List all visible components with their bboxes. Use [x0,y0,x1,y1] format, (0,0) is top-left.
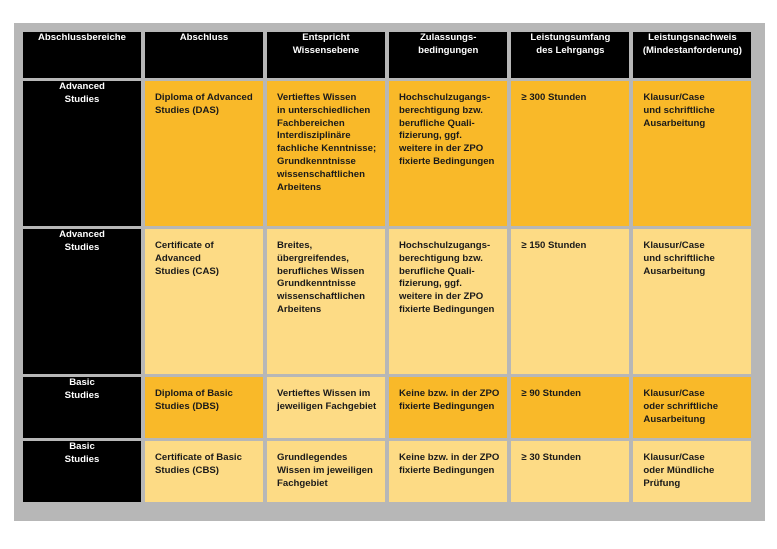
cell-text-line: fizierung, ggf. [399,130,462,142]
header-abschlussbereiche [23,32,141,78]
abschluss-cell [145,441,263,502]
cell-text-line: Klausur/Case [643,388,705,399]
cell-text-line: Keine bzw. in der ZPO [399,388,500,399]
cell-text-line: Basic [69,377,95,388]
cell-text-line: fixierte Bedingungen [399,303,495,315]
cell-text-line: Prüfung [643,477,681,489]
cell-text-line: Arbeitens [277,303,322,315]
cell-text-line: wissenschaftlichen [277,291,365,303]
cell-text-line: Ausarbeitung [643,413,706,425]
cell-text-line: Abschluss [179,32,229,43]
cell-text-line: Studies (DBS) [155,400,219,412]
cell-text-line: fixierte Bedingungen [399,464,495,476]
cell-text-line: Studies (CAS) [155,265,219,277]
table-row [23,377,751,438]
zulassung-cell [389,229,507,374]
wissensebene-cell [267,441,385,502]
cell-text-line: ≥ 30 Stunden [521,452,582,463]
cell-text-line: Abschlussbereiche [38,32,126,43]
cell-text-line: Klausur/Case [643,452,705,463]
wissensebene-cell [267,377,385,438]
wissensebene-cell [267,81,385,226]
cell-text-line: Leistungsnachweis [648,32,737,43]
cell-text-line: Keine bzw. in der ZPO [399,452,500,463]
cell-text-line: jeweiligen Fachgebiet [277,400,377,412]
cell-text-line: (Mindestanforderung) [642,44,742,56]
cell-text-line: Studies [64,389,100,401]
cell-text-line: Leistungsumfang [530,32,611,43]
cell-text-line: wissenschaftlichen [277,168,365,180]
cell-text-line: Certificate of Basic [155,452,242,463]
cell-text-line: Zulassungs- [419,32,477,43]
cell-text-line: Grundlegendes [277,452,348,463]
wissensebene-cell [267,229,385,374]
cell-text-line: Vertieftes Wissen [277,92,357,103]
area-cell [23,377,141,438]
cell-text-line: in unterschiedlichen [277,104,371,116]
zulassung-cell [389,441,507,502]
cell-text-line: Grundkenntnisse [277,155,356,167]
degree-table [19,29,755,505]
cell-text-line: Wissen im jeweiligen [277,464,373,476]
header-zulassungsbedingungen [389,32,507,78]
header-leistungsnachweis [633,32,751,78]
area-cell [23,229,141,374]
cell-text-line: Diploma of Advanced [155,92,253,103]
cell-text-line: oder schriftliche [643,400,719,412]
cell-text-line: Ausarbeitung [643,117,706,129]
cell-text-line: Hochschulzugangs- [399,240,491,251]
cell-text-line: Entspricht [302,32,350,43]
cell-text-line: bedingungen [418,44,479,56]
header-abschluss [145,32,263,78]
cell-text-line: Wissensebene [292,44,360,56]
cell-text-line: Basic [69,441,95,452]
table-row [23,229,751,374]
header-leistungsumfang [511,32,629,78]
cell-text-line: Hochschulzugangs- [399,92,491,103]
abschluss-cell [145,377,263,438]
cell-text-line: Studies [64,453,100,465]
cell-text-line: oder Mündliche [643,464,715,476]
cell-text-line: Diploma of Basic [155,388,233,399]
header-wissensebene [267,32,385,78]
cell-text-line: fixierte Bedingungen [399,155,495,167]
area-cell [23,441,141,502]
abschluss-cell [145,229,263,374]
table-row [23,441,751,502]
cell-text-line: Grundkenntnisse [277,278,356,290]
leistungsumfang-cell [511,441,629,502]
cell-text-line: Advanced [59,81,105,92]
cell-text-line: ≥ 90 Stunden [521,388,582,399]
leistungsumfang-cell [511,229,629,374]
cell-text-line: berufliche Quali- [399,265,475,277]
cell-text-line: weitere in der ZPO [399,143,484,155]
cell-text-line: Interdisziplinäre [277,130,351,142]
cell-text-line: berufliches Wissen [277,265,365,277]
cell-text-line: Vertieftes Wissen im [277,388,371,399]
cell-text-line: Certificate of [155,240,214,251]
leistungsnachweis-cell [633,441,751,502]
cell-text-line: Fachgebiet [277,477,328,489]
cell-text-line: Studies [64,93,100,105]
cell-text-line: berufliche Quali- [399,117,475,129]
cell-text-line: weitere in der ZPO [399,291,484,303]
cell-text-line: Breites, [277,240,313,251]
cell-text-line: Fachbereichen [277,117,345,129]
header-row [23,32,751,78]
cell-text-line: und schriftliche [643,252,715,264]
cell-text-line: Studies (CBS) [155,464,219,476]
leistungsnachweis-cell [633,81,751,226]
leistungsumfang-cell [511,81,629,226]
cell-text-line: Advanced [155,252,201,264]
zulassung-cell [389,377,507,438]
cell-text-line: Klausur/Case [643,92,705,103]
cell-text-line: ≥ 300 Stunden [521,92,587,103]
table-row [23,81,751,226]
cell-text-line: fizierung, ggf. [399,278,462,290]
cell-text-line: Arbeitens [277,181,322,193]
cell-text-line: berechtigung bzw. [399,252,483,264]
cell-text-line: des Lehrgangs [536,44,605,56]
cell-text-line: Ausarbeitung [643,265,706,277]
abschluss-cell [145,81,263,226]
cell-text-line: Studies [64,241,100,253]
cell-text-line: Studies (DAS) [155,104,219,116]
cell-text-line: berechtigung bzw. [399,104,483,116]
cell-text-line: ≥ 150 Stunden [521,240,587,251]
cell-text-line: fixierte Bedingungen [399,400,495,412]
cell-text-line: fachliche Kenntnisse; [277,143,377,155]
cell-text-line: und schriftliche [643,104,715,116]
zulassung-cell [389,81,507,226]
cell-text-line: Advanced [59,229,105,240]
leistungsnachweis-cell [633,377,751,438]
leistungsnachweis-cell [633,229,751,374]
leistungsumfang-cell [511,377,629,438]
cell-text-line: übergreifendes, [277,252,349,264]
area-cell [23,81,141,226]
cell-text-line: Klausur/Case [643,240,705,251]
